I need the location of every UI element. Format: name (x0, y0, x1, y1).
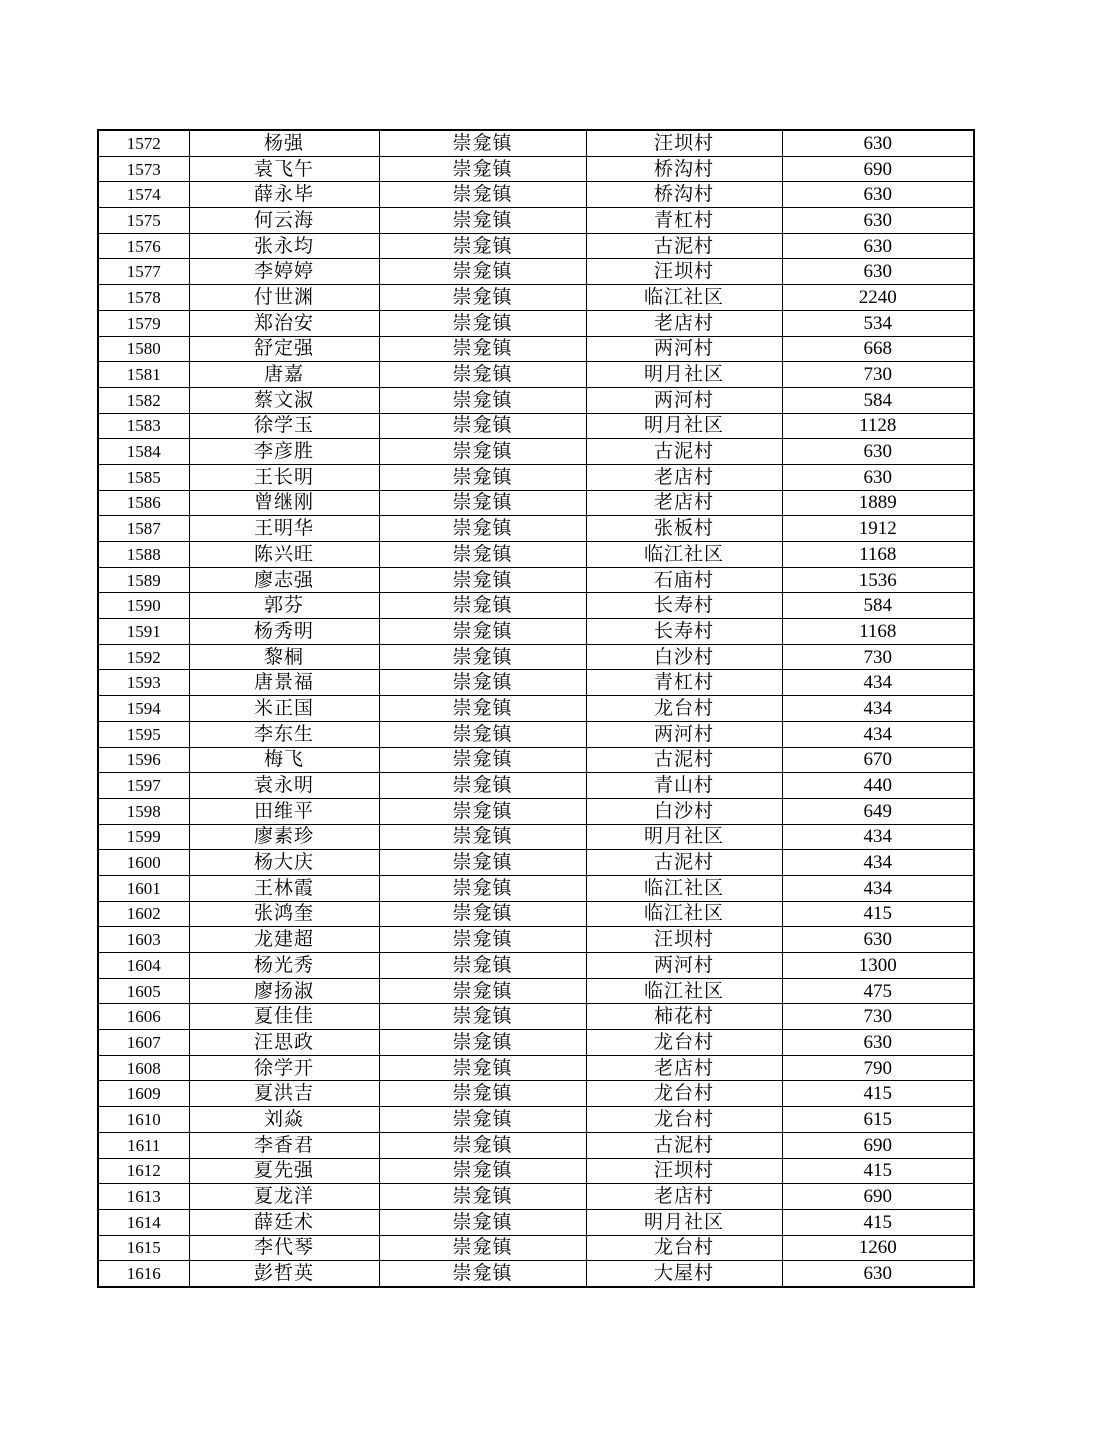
cell-person-name: 米正国 (189, 696, 379, 722)
cell-village: 大屋村 (586, 1261, 782, 1287)
cell-town: 崇龛镇 (379, 542, 586, 568)
cell-village: 青山村 (586, 773, 782, 799)
table-row (98, 182, 974, 208)
cell-town: 崇龛镇 (379, 696, 586, 722)
table-row (98, 978, 974, 1004)
cell-amount: 584 (782, 593, 974, 619)
cell-amount: 690 (782, 1132, 974, 1158)
cell-person-name: 廖扬淑 (189, 978, 379, 1004)
cell-town: 崇龛镇 (379, 1081, 586, 1107)
cell-village: 青杠村 (586, 208, 782, 234)
table-row (98, 696, 974, 722)
cell-village: 古泥村 (586, 439, 782, 465)
cell-person-name: 陈兴旺 (189, 542, 379, 568)
cell-serial-number: 1596 (98, 747, 189, 773)
cell-village: 临江社区 (586, 901, 782, 927)
cell-town: 崇龛镇 (379, 1261, 586, 1287)
table-row (98, 567, 974, 593)
cell-amount: 730 (782, 362, 974, 388)
cell-town: 崇龛镇 (379, 182, 586, 208)
table-row (98, 1261, 974, 1287)
cell-person-name: 付世渊 (189, 285, 379, 311)
cell-amount: 730 (782, 644, 974, 670)
cell-amount: 415 (782, 1158, 974, 1184)
cell-serial-number: 1576 (98, 233, 189, 259)
cell-person-name: 黎桐 (189, 644, 379, 670)
table-row (98, 670, 974, 696)
cell-serial-number: 1578 (98, 285, 189, 311)
cell-town: 崇龛镇 (379, 1107, 586, 1133)
cell-town: 崇龛镇 (379, 336, 586, 362)
table-row (98, 1209, 974, 1235)
cell-town: 崇龛镇 (379, 1055, 586, 1081)
cell-village: 白沙村 (586, 644, 782, 670)
cell-person-name: 李婷婷 (189, 259, 379, 285)
table-row (98, 1235, 974, 1261)
cell-person-name: 梅飞 (189, 747, 379, 773)
table-row (98, 490, 974, 516)
cell-serial-number: 1573 (98, 156, 189, 182)
cell-amount: 434 (782, 850, 974, 876)
cell-town: 崇龛镇 (379, 310, 586, 336)
cell-serial-number: 1575 (98, 208, 189, 234)
table-row (98, 953, 974, 979)
cell-serial-number: 1599 (98, 824, 189, 850)
table-row (98, 542, 974, 568)
cell-serial-number: 1585 (98, 464, 189, 490)
cell-amount: 670 (782, 747, 974, 773)
cell-amount: 1889 (782, 490, 974, 516)
cell-town: 崇龛镇 (379, 747, 586, 773)
cell-amount: 630 (782, 1030, 974, 1056)
cell-serial-number: 1604 (98, 953, 189, 979)
cell-person-name: 田维平 (189, 798, 379, 824)
table-row (98, 773, 974, 799)
cell-town: 崇龛镇 (379, 1184, 586, 1210)
cell-serial-number: 1607 (98, 1030, 189, 1056)
cell-amount: 2240 (782, 285, 974, 311)
cell-amount: 475 (782, 978, 974, 1004)
cell-amount: 630 (782, 130, 974, 156)
cell-person-name: 徐学开 (189, 1055, 379, 1081)
cell-village: 白沙村 (586, 798, 782, 824)
cell-person-name: 刘焱 (189, 1107, 379, 1133)
cell-serial-number: 1590 (98, 593, 189, 619)
cell-town: 崇龛镇 (379, 516, 586, 542)
cell-serial-number: 1616 (98, 1261, 189, 1287)
cell-amount: 415 (782, 1209, 974, 1235)
cell-person-name: 夏龙洋 (189, 1184, 379, 1210)
cell-amount: 630 (782, 182, 974, 208)
cell-town: 崇龛镇 (379, 1158, 586, 1184)
cell-village: 两河村 (586, 336, 782, 362)
cell-village: 明月社区 (586, 362, 782, 388)
cell-serial-number: 1615 (98, 1235, 189, 1261)
cell-person-name: 唐嘉 (189, 362, 379, 388)
cell-village: 龙台村 (586, 696, 782, 722)
cell-village: 老店村 (586, 1184, 782, 1210)
table-row (98, 156, 974, 182)
cell-serial-number: 1580 (98, 336, 189, 362)
cell-serial-number: 1602 (98, 901, 189, 927)
cell-person-name: 汪思政 (189, 1030, 379, 1056)
cell-amount: 630 (782, 1261, 974, 1287)
cell-town: 崇龛镇 (379, 130, 586, 156)
cell-person-name: 薛廷术 (189, 1209, 379, 1235)
cell-serial-number: 1591 (98, 619, 189, 645)
cell-village: 龙台村 (586, 1081, 782, 1107)
cell-village: 柿花村 (586, 1004, 782, 1030)
cell-town: 崇龛镇 (379, 850, 586, 876)
cell-village: 古泥村 (586, 850, 782, 876)
cell-town: 崇龛镇 (379, 824, 586, 850)
cell-serial-number: 1598 (98, 798, 189, 824)
cell-village: 汪坝村 (586, 259, 782, 285)
cell-amount: 1300 (782, 953, 974, 979)
table-row (98, 413, 974, 439)
cell-amount: 434 (782, 824, 974, 850)
cell-person-name: 彭哲英 (189, 1261, 379, 1287)
cell-person-name: 张永均 (189, 233, 379, 259)
cell-person-name: 郑治安 (189, 310, 379, 336)
cell-town: 崇龛镇 (379, 875, 586, 901)
cell-person-name: 薛永毕 (189, 182, 379, 208)
cell-serial-number: 1611 (98, 1132, 189, 1158)
cell-person-name: 廖志强 (189, 567, 379, 593)
cell-person-name: 杨光秀 (189, 953, 379, 979)
cell-serial-number: 1595 (98, 721, 189, 747)
records-table (97, 129, 975, 1288)
cell-person-name: 杨大庆 (189, 850, 379, 876)
table-row (98, 387, 974, 413)
cell-serial-number: 1572 (98, 130, 189, 156)
cell-town: 崇龛镇 (379, 901, 586, 927)
cell-person-name: 唐景福 (189, 670, 379, 696)
cell-amount: 630 (782, 233, 974, 259)
cell-amount: 615 (782, 1107, 974, 1133)
table-row (98, 1158, 974, 1184)
cell-person-name: 曾继刚 (189, 490, 379, 516)
cell-serial-number: 1589 (98, 567, 189, 593)
cell-village: 老店村 (586, 1055, 782, 1081)
cell-person-name: 夏佳佳 (189, 1004, 379, 1030)
cell-town: 崇龛镇 (379, 798, 586, 824)
table-row (98, 1004, 974, 1030)
cell-town: 崇龛镇 (379, 721, 586, 747)
cell-person-name: 杨强 (189, 130, 379, 156)
table-row (98, 233, 974, 259)
cell-person-name: 李东生 (189, 721, 379, 747)
cell-amount: 440 (782, 773, 974, 799)
cell-person-name: 王长明 (189, 464, 379, 490)
cell-person-name: 夏先强 (189, 1158, 379, 1184)
cell-serial-number: 1600 (98, 850, 189, 876)
cell-town: 崇龛镇 (379, 619, 586, 645)
cell-serial-number: 1609 (98, 1081, 189, 1107)
cell-serial-number: 1613 (98, 1184, 189, 1210)
cell-village: 两河村 (586, 721, 782, 747)
cell-amount: 434 (782, 696, 974, 722)
table-row (98, 927, 974, 953)
cell-serial-number: 1603 (98, 927, 189, 953)
cell-serial-number: 1597 (98, 773, 189, 799)
cell-town: 崇龛镇 (379, 387, 586, 413)
cell-amount: 668 (782, 336, 974, 362)
cell-person-name: 蔡文淑 (189, 387, 379, 413)
cell-town: 崇龛镇 (379, 156, 586, 182)
cell-amount: 415 (782, 1081, 974, 1107)
cell-town: 崇龛镇 (379, 1235, 586, 1261)
cell-amount: 730 (782, 1004, 974, 1030)
table-row (98, 362, 974, 388)
cell-serial-number: 1608 (98, 1055, 189, 1081)
cell-town: 崇龛镇 (379, 259, 586, 285)
cell-person-name: 龙建超 (189, 927, 379, 953)
cell-town: 崇龛镇 (379, 1030, 586, 1056)
cell-amount: 630 (782, 259, 974, 285)
cell-village: 龙台村 (586, 1030, 782, 1056)
cell-serial-number: 1593 (98, 670, 189, 696)
cell-amount: 630 (782, 439, 974, 465)
cell-amount: 630 (782, 464, 974, 490)
cell-amount: 1912 (782, 516, 974, 542)
table-row (98, 644, 974, 670)
table-row (98, 464, 974, 490)
cell-amount: 1536 (782, 567, 974, 593)
cell-serial-number: 1586 (98, 490, 189, 516)
cell-village: 明月社区 (586, 1209, 782, 1235)
cell-village: 老店村 (586, 490, 782, 516)
cell-amount: 1168 (782, 542, 974, 568)
table-row (98, 130, 974, 156)
cell-village: 明月社区 (586, 413, 782, 439)
cell-serial-number: 1605 (98, 978, 189, 1004)
cell-village: 两河村 (586, 387, 782, 413)
cell-person-name: 徐学玉 (189, 413, 379, 439)
table-row (98, 747, 974, 773)
cell-village: 汪坝村 (586, 1158, 782, 1184)
table-row (98, 1081, 974, 1107)
table-row (98, 259, 974, 285)
cell-village: 青杠村 (586, 670, 782, 696)
cell-town: 崇龛镇 (379, 439, 586, 465)
cell-village: 两河村 (586, 953, 782, 979)
cell-amount: 434 (782, 721, 974, 747)
cell-town: 崇龛镇 (379, 208, 586, 234)
cell-person-name: 袁飞午 (189, 156, 379, 182)
cell-town: 崇龛镇 (379, 413, 586, 439)
cell-village: 老店村 (586, 464, 782, 490)
table-row (98, 721, 974, 747)
cell-village: 桥沟村 (586, 156, 782, 182)
cell-amount: 1128 (782, 413, 974, 439)
cell-serial-number: 1584 (98, 439, 189, 465)
table-row (98, 593, 974, 619)
cell-town: 崇龛镇 (379, 362, 586, 388)
cell-serial-number: 1610 (98, 1107, 189, 1133)
cell-village: 龙台村 (586, 1235, 782, 1261)
cell-village: 张板村 (586, 516, 782, 542)
cell-village: 临江社区 (586, 978, 782, 1004)
cell-person-name: 杨秀明 (189, 619, 379, 645)
cell-village: 古泥村 (586, 1132, 782, 1158)
cell-person-name: 廖素珍 (189, 824, 379, 850)
cell-town: 崇龛镇 (379, 644, 586, 670)
cell-person-name: 张鸿奎 (189, 901, 379, 927)
cell-serial-number: 1582 (98, 387, 189, 413)
cell-serial-number: 1583 (98, 413, 189, 439)
cell-village: 长寿村 (586, 593, 782, 619)
table-row (98, 619, 974, 645)
cell-town: 崇龛镇 (379, 1004, 586, 1030)
cell-amount: 649 (782, 798, 974, 824)
cell-person-name: 何云海 (189, 208, 379, 234)
cell-amount: 534 (782, 310, 974, 336)
table-row (98, 1184, 974, 1210)
table-row (98, 336, 974, 362)
cell-town: 崇龛镇 (379, 1132, 586, 1158)
cell-amount: 690 (782, 156, 974, 182)
cell-serial-number: 1574 (98, 182, 189, 208)
cell-amount: 415 (782, 901, 974, 927)
table-row (98, 901, 974, 927)
table-row (98, 824, 974, 850)
table-row (98, 850, 974, 876)
cell-serial-number: 1587 (98, 516, 189, 542)
cell-serial-number: 1577 (98, 259, 189, 285)
cell-town: 崇龛镇 (379, 593, 586, 619)
table-row (98, 1030, 974, 1056)
cell-town: 崇龛镇 (379, 1209, 586, 1235)
table-row (98, 1132, 974, 1158)
cell-village: 古泥村 (586, 233, 782, 259)
table-row (98, 310, 974, 336)
cell-amount: 690 (782, 1184, 974, 1210)
cell-serial-number: 1601 (98, 875, 189, 901)
table-row (98, 875, 974, 901)
cell-person-name: 郭芬 (189, 593, 379, 619)
cell-town: 崇龛镇 (379, 978, 586, 1004)
table-row (98, 516, 974, 542)
cell-village: 龙台村 (586, 1107, 782, 1133)
cell-amount: 1260 (782, 1235, 974, 1261)
cell-village: 古泥村 (586, 747, 782, 773)
cell-person-name: 李彦胜 (189, 439, 379, 465)
cell-village: 桥沟村 (586, 182, 782, 208)
cell-serial-number: 1594 (98, 696, 189, 722)
table-row (98, 285, 974, 311)
cell-town: 崇龛镇 (379, 567, 586, 593)
cell-person-name: 王林霞 (189, 875, 379, 901)
cell-person-name: 夏洪吉 (189, 1081, 379, 1107)
cell-town: 崇龛镇 (379, 773, 586, 799)
cell-person-name: 王明华 (189, 516, 379, 542)
cell-person-name: 李代琴 (189, 1235, 379, 1261)
cell-town: 崇龛镇 (379, 464, 586, 490)
cell-village: 临江社区 (586, 285, 782, 311)
cell-serial-number: 1579 (98, 310, 189, 336)
cell-amount: 1168 (782, 619, 974, 645)
cell-serial-number: 1614 (98, 1209, 189, 1235)
cell-town: 崇龛镇 (379, 670, 586, 696)
cell-village: 临江社区 (586, 875, 782, 901)
cell-village: 石庙村 (586, 567, 782, 593)
cell-village: 临江社区 (586, 542, 782, 568)
cell-village: 老店村 (586, 310, 782, 336)
cell-serial-number: 1588 (98, 542, 189, 568)
cell-serial-number: 1581 (98, 362, 189, 388)
cell-amount: 630 (782, 208, 974, 234)
cell-village: 汪坝村 (586, 130, 782, 156)
cell-serial-number: 1592 (98, 644, 189, 670)
cell-serial-number: 1612 (98, 1158, 189, 1184)
cell-person-name: 李香君 (189, 1132, 379, 1158)
cell-person-name: 袁永明 (189, 773, 379, 799)
cell-amount: 584 (782, 387, 974, 413)
cell-town: 崇龛镇 (379, 953, 586, 979)
table-row (98, 1107, 974, 1133)
cell-amount: 434 (782, 875, 974, 901)
table-row (98, 798, 974, 824)
cell-person-name: 舒定强 (189, 336, 379, 362)
cell-town: 崇龛镇 (379, 490, 586, 516)
cell-village: 明月社区 (586, 824, 782, 850)
cell-amount: 630 (782, 927, 974, 953)
table-row (98, 208, 974, 234)
cell-town: 崇龛镇 (379, 927, 586, 953)
cell-town: 崇龛镇 (379, 285, 586, 311)
cell-village: 长寿村 (586, 619, 782, 645)
cell-amount: 434 (782, 670, 974, 696)
cell-serial-number: 1606 (98, 1004, 189, 1030)
cell-amount: 790 (782, 1055, 974, 1081)
cell-village: 汪坝村 (586, 927, 782, 953)
records-table-body (98, 130, 974, 1287)
cell-town: 崇龛镇 (379, 233, 586, 259)
table-row (98, 439, 974, 465)
table-row (98, 1055, 974, 1081)
